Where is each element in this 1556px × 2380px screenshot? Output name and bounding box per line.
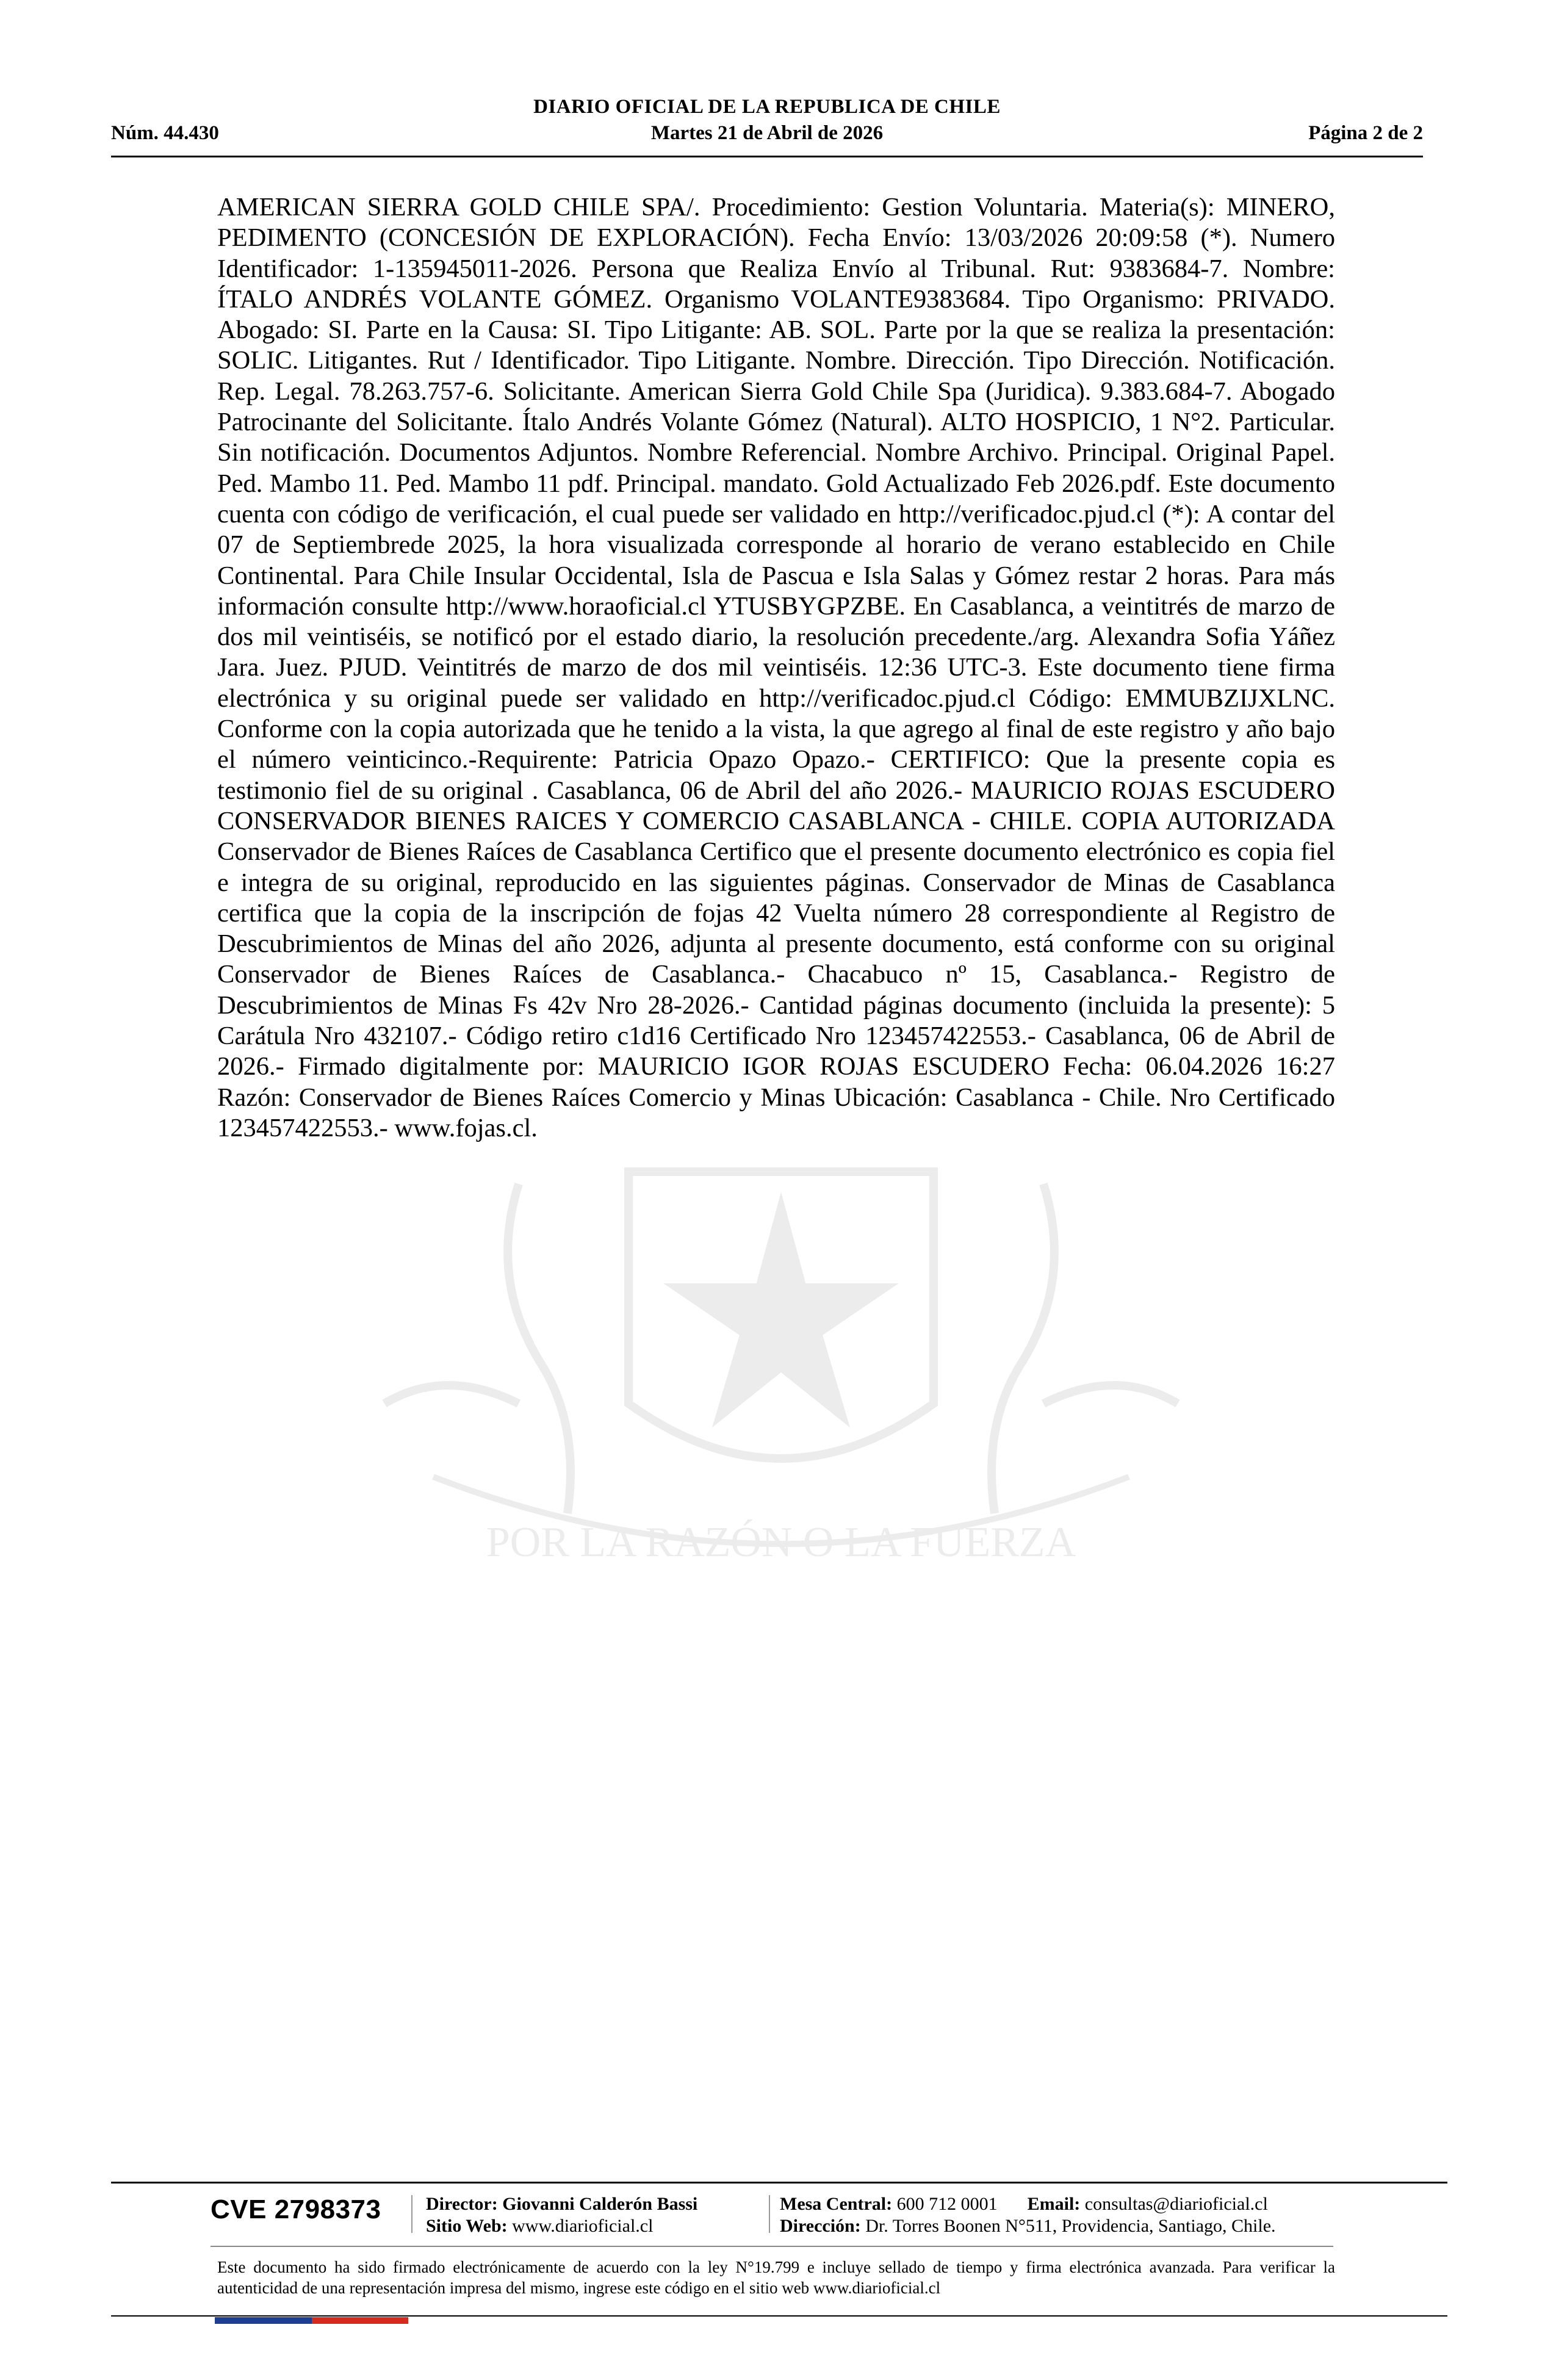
issue-number: Núm. 44.430 [111, 122, 219, 144]
phone-number: 600 712 0001 [896, 2194, 998, 2214]
footer-divider-bottom [111, 2315, 1447, 2317]
director-name: Giovanni Calderón Bassi [502, 2194, 698, 2214]
flag-blue-segment [215, 2317, 312, 2324]
website-label: Sitio Web: [426, 2216, 508, 2236]
phone-label: Mesa Central: [780, 2194, 893, 2214]
address-label: Dirección: [780, 2216, 861, 2236]
newspaper-title: DIARIO OFICIAL DE LA REPUBLICA DE CHILE [533, 96, 1001, 118]
footer-legal-note: Este documento ha sido firmado electrónicamente de acuerdo con la ley N°19.799 e incluye sellado de tiempo y firma electrónica avanzada. Para verificar la autenticidad de una representación impresa del mismo, ingrese este código en el sitio web www.diarioficial.cl [217, 2258, 1335, 2297]
watermark-motto: POR LA RAZÓN O LA FUERZA [486, 1519, 1076, 1566]
address-text: Dr. Torres Boonen N°511, Providencia, Santiago, Chile. [865, 2216, 1276, 2236]
document-body-text: AMERICAN SIERRA GOLD CHILE SPA/. Procedimiento: Gestion Voluntaria. Materia(s): MINERO, PEDIMENTO (CONCESIÓN DE EXPLORACIÓN). Fecha Envío: 13/03/2026 20:09:58 (*). Numero Identificador: 1-135945011-2026. Persona que Realiza Envío al Tribunal. Rut: 9383684-7. Nombre: ÍTALO ANDRÉS VOLANTE GÓMEZ. Organismo VOLANTE9383684. Tipo Organismo: PRIVADO. Abogado: SI. Parte en la Causa: SI. Tipo Litigante: AB. SOL. Parte por la que se realiza la presentación: SOLIC. Litigantes. Rut / Identificador. Tipo Litigante. Nombre. Dirección. Tipo Dirección. Notificación. Rep. Legal. 78.263.757-6. Solicitante. American Sierra Gold Chile Spa (Juridica). 9.383.684-7. Abogado Patrocinante del Solicitante. Ítalo Andrés Volante Gómez (Natural). ALTO HOSPICIO, 1 N°2. Particular. Sin notificación. Documentos Adjuntos. Nombre Referencial. Nombre Archivo. Principal. Original Papel. Ped. Mambo 11. Ped. Mambo 11 pdf. Principal. mandato. Gold Actualizado Feb 2026.pdf. Este documento cuenta con código de verificación, el cual puede ser validado en http://verificadoc.pjud.cl (*): A contar del 07 de Septiembrede 2025, la hora visualizada corresponde al horario de verano establecido en Chile Continental. Para Chile Insular Occidental, Isla de Pascua e Isla Salas y Gómez restar 2 horas. Para más información consulte http://www.horaoficial.cl YTUSBYGPZBE. En Casablanca, a veintitrés de marzo de dos mil veintiséis, se notificó por el estado diario, la resolución precedente./arg. Alexandra Sofia Yáñez Jara. Juez. PJUD. Veintitrés de marzo de dos mil veintiséis. 12:36 UTC-3. Este documento tiene firma electrónica y su original puede ser validado en http://verificadoc.pjud.cl Código: EMMUBZIJXLNC. Conforme con la copia autorizada que he tenido a la vista, la que agrego al final de este registro y año bajo el número veinticinco.-Requirente: Patricia Opazo Opazo.- CERTIFICO: Que la presente copia es testimonio fiel de su original . Casablanca, 06 de Abril del año 2026.- MAURICIO ROJAS ESCUDERO CONSERVADOR BIENES RAICES Y COMERCIO CASABLANCA - CHILE. COPIA AUTORIZADA Conservador de Bienes Raíces de Casablanca Certifico que el presente documento electrónico es copia fiel e integra de su original, reproducido en las siguientes páginas. Conservador de Minas de Casablanca certifica que la copia de la inscripción de fojas 42 Vuelta número 28 correspondiente al Registro de Descubrimientos de Minas del año 2026, adjunta al presente documento, está conforme con su original Conservador de Bienes Raíces de Casablanca.- Chacabuco nº 15, Casablanca.- Registro de Descubrimientos de Minas Fs 42v Nro 28-2026.- Cantidad páginas documento (incluida la presente): 5 Carátula Nro 432107.- Código retiro c1d16 Certificado Nro 123457422553.- Casablanca, 06 de Abril de 2026.- Firmado digitalmente por: MAURICIO IGOR ROJAS ESCUDERO Fecha: 06.04.2026 16:27 Razón: Conservador de Bienes Raíces Comercio y Minas Ubicación: Casablanca - Chile. Nro Certificado 123457422553.- www.fojas.cl. [217, 193, 1335, 1142]
page-indicator: Página 2 de 2 [1308, 122, 1423, 144]
flag-red-segment [312, 2317, 409, 2324]
cve-code: CVE 2798373 [211, 2194, 381, 2224]
footer-divider-top [111, 2182, 1447, 2183]
header-divider [111, 156, 1423, 157]
footer-contact-block [780, 2193, 1276, 2237]
address-line [780, 2215, 1276, 2237]
website-link[interactable]: www.diarioficial.cl [512, 2216, 654, 2236]
contact-line [780, 2193, 1276, 2215]
flag-color-bar [215, 2317, 408, 2324]
footer-separator [769, 2195, 770, 2233]
website-line [426, 2215, 697, 2237]
page-header [111, 93, 1423, 160]
email-link[interactable]: consultas@diarioficial.cl [1084, 2194, 1268, 2214]
director-line [426, 2193, 697, 2215]
footer-divider-inner [211, 2246, 1333, 2247]
footer-director-block [426, 2193, 697, 2237]
coat-of-arms-watermark [201, 1086, 1361, 1635]
email-label: Email: [1027, 2194, 1081, 2214]
issue-date: Martes 21 de Abril de 2026 [650, 122, 884, 144]
footer-separator [411, 2195, 412, 2233]
director-label: Director: [426, 2194, 498, 2214]
